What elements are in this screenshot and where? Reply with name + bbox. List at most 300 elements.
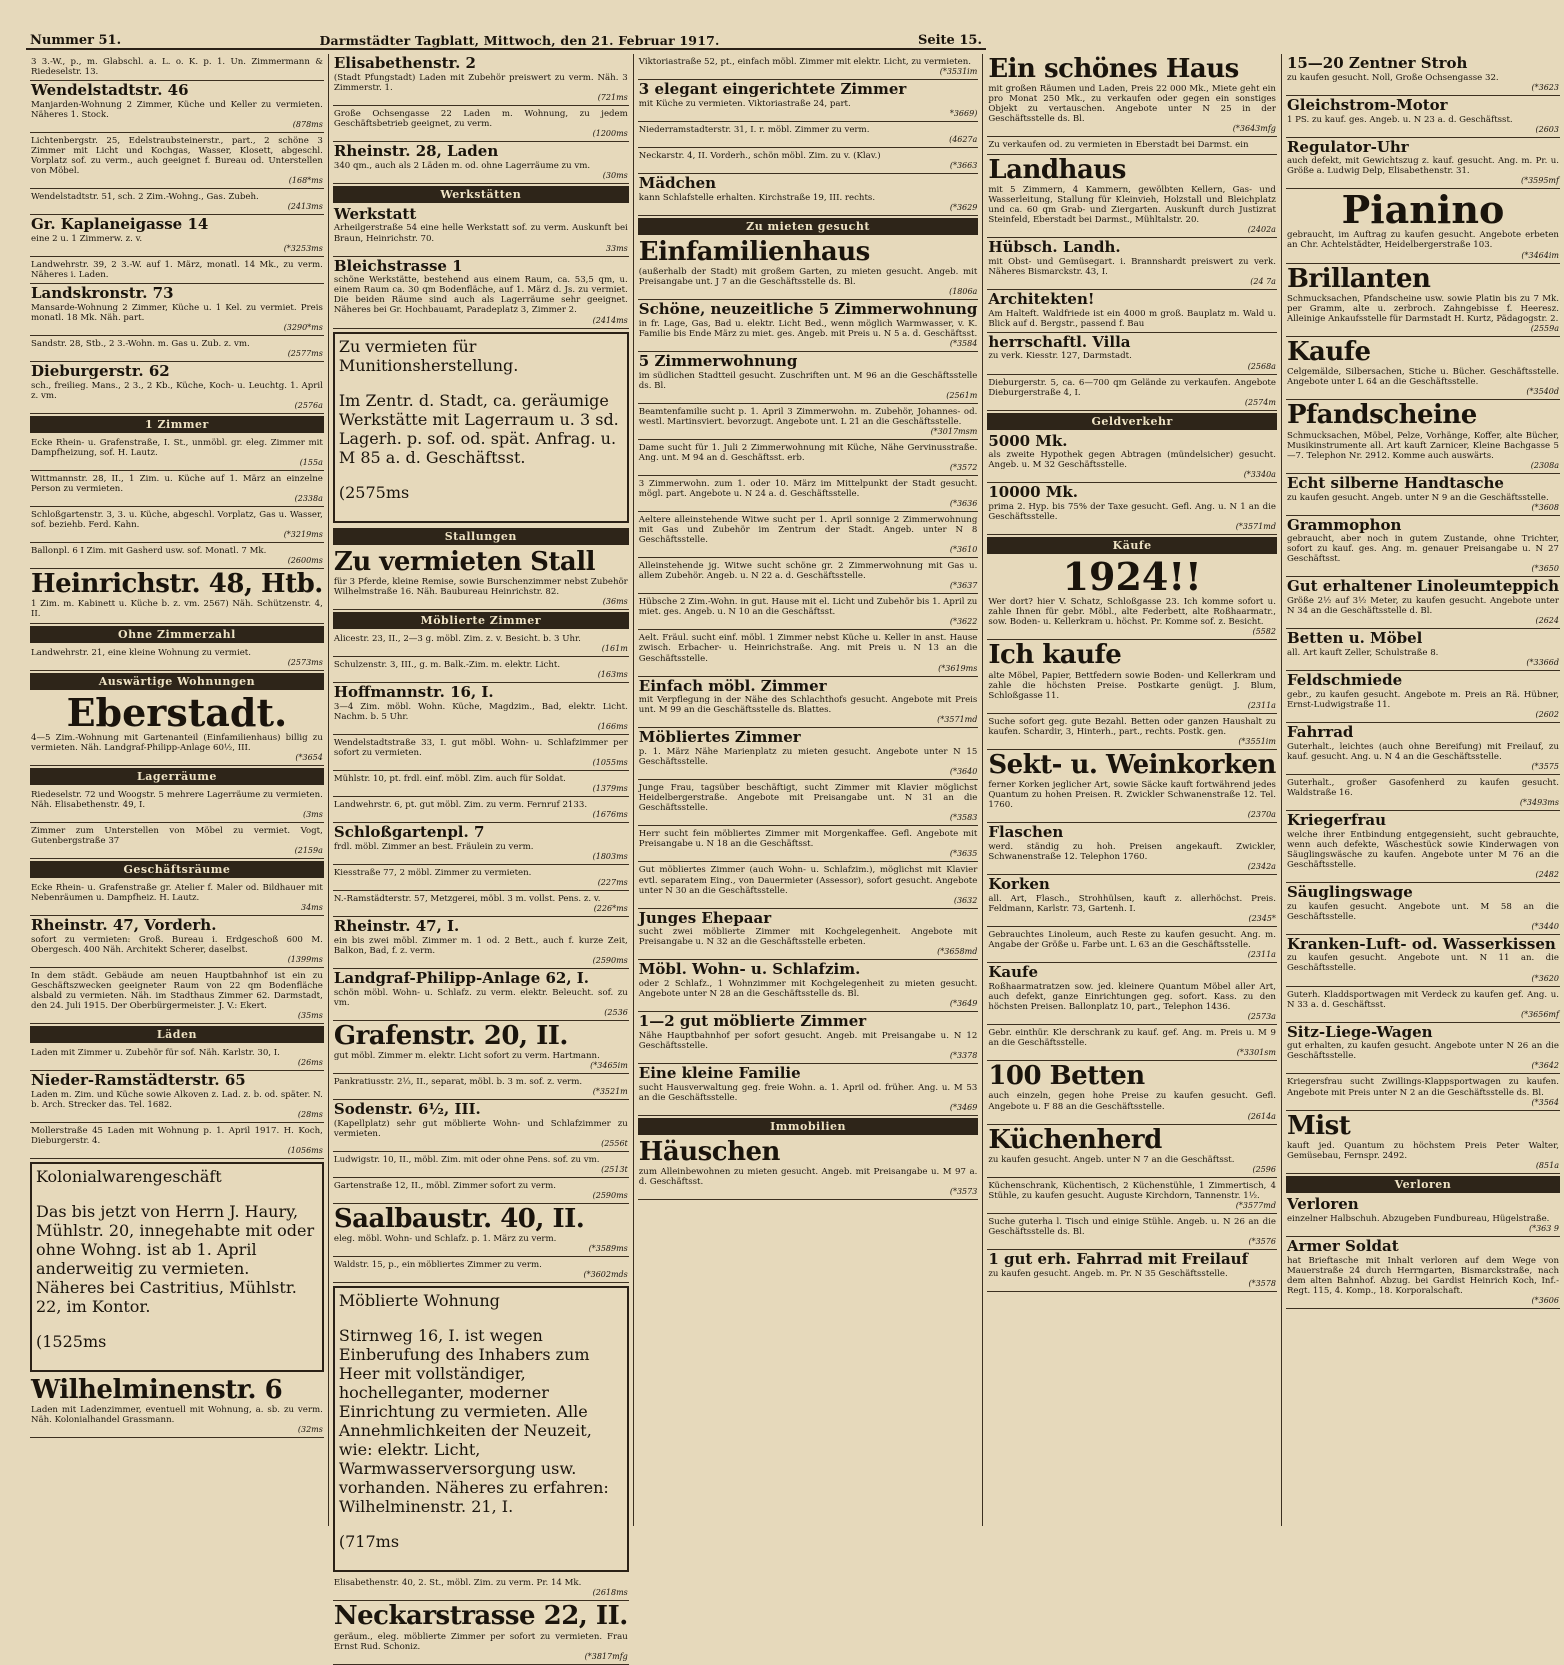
classified-ad <box>638 1012 979 1064</box>
classified-ad <box>333 969 629 1021</box>
ad-reference-code: (*3620 <box>1531 973 1559 983</box>
ad-headline: Hübsch. Landh. <box>988 238 1121 257</box>
ad-body: gebraucht, aber noch in gutem Zustande, ohne Trichter, sofort zu kauf. ges. Ang. m. genauer Preisangabe u. N 27 Geschäftsst. <box>1286 534 1559 565</box>
ad-reference-code: (2603 <box>1535 124 1559 134</box>
classified-ad <box>30 645 324 671</box>
classified-ad <box>30 787 324 823</box>
ad-headline: Heinrichstr. 48, Htb. <box>31 569 323 600</box>
classified-ad <box>638 148 979 174</box>
ad-headline: 15—20 Zentner Stroh <box>1286 54 1468 72</box>
ad-headline: Rheinstr. 28, Laden <box>333 141 499 160</box>
ad-body: in fr. Lage, Gas, Bad u. elektr. Licht Bed., wenn möglich Warmwasser, v. K. Familie bis Ende März zu miet. ges. Angeb. mit Preis u. N 5 a. d. Geschäftsst. <box>638 318 978 339</box>
ad-headline: Schloßgartenpl. 7 <box>333 823 485 842</box>
ad-headline: Saalbaustr. 40, II. <box>333 1203 585 1234</box>
ad-headline: Kriegerfrau <box>1286 810 1387 829</box>
ad-headline: Sitz-Liege-Wagen <box>1286 1022 1433 1041</box>
classified-ad <box>638 960 979 1012</box>
ad-headline: Landgraf-Philipp-Anlage 62, I. <box>333 968 590 987</box>
ad-headline: 100 Betten <box>988 1061 1145 1092</box>
ad-headline: Junges Ehepaar <box>638 908 772 927</box>
classified-ad <box>1286 883 1560 935</box>
classified-ad <box>1286 935 1560 987</box>
ad-body: mit 5 Zimmern, 4 Kammern, gewölbten Kellern, Gas- und Wasserleitung, Stallung für Kleinvieh, Holzstall und Bleichplatz und ca. 60 qm Grab- und Ziergarten. Auskunft durch Justizrat Steinfeld, Eberstadt bei Darmst., Mühltalstr. 20. <box>988 184 1276 225</box>
classified-ad <box>333 1021 629 1074</box>
ad-body: Schmucksachen, Pfandscheine usw. sowie Platin bis zu 7 Mk. per Gramm, alte u. zerbroch. Zahngebisse f. Heeresz. Alleinige Ankaufsstelle für Darmstadt H. Kurtz, Pädagogstr. 2. <box>1286 293 1559 324</box>
ad-reference-code: (2573a <box>1247 1012 1276 1022</box>
ad-reference-code: (32ms <box>297 1425 323 1435</box>
classified-ad <box>30 435 324 471</box>
classified-ad <box>987 1125 1277 1178</box>
ad-reference-code: (226*ms <box>593 903 628 913</box>
ad-reference-code: (*3595mf <box>1520 176 1559 186</box>
ad-reference-code: (2413ms <box>287 202 323 212</box>
ad-body: Schloßgartenstr. 3, 3. u. Küche, abgeschl. Vorplatz, Gas u. Wasser, sof. beziehb. Ferd. Kahn. <box>31 509 323 531</box>
ad-headline: Kaufe <box>988 963 1038 982</box>
classified-ad <box>638 174 979 216</box>
ad-body: Schulzenstr. 3, III., g. m. Balk.-Zim. m. elektr. Licht. <box>333 659 561 670</box>
classified-ad <box>333 205 629 257</box>
classified-ad <box>638 594 979 630</box>
ad-body: mit Obst- und Gemüsegart. i. Brannshardt preiswert zu verk. Näheres Bismarckstr. 43, I. <box>988 256 1276 277</box>
ad-body: Zu verkaufen od. zu vermieten in Eberstadt bei Darmst. ein <box>988 140 1249 151</box>
ad-reference-code: (3ms <box>302 809 323 819</box>
ad-reference-code: (161m <box>601 643 628 653</box>
ad-reference-code: (2574m <box>1244 397 1276 407</box>
ad-reference-code: (*3584 <box>949 338 978 348</box>
ad-headline: Mädchen <box>638 173 717 192</box>
ad-body: Suche guterha l. Tisch und einige Stühle. Angeb. u. N 26 an die Geschäftsstelle ds. Bl. <box>988 1216 1276 1238</box>
classified-ad <box>333 683 629 735</box>
ad-body: Gebrauchtes Linoleum, auch Reste zu kaufen gesucht. Ang. m. Angabe der Größe u. Farbe unt. L 63 an die Geschäftsstelle. <box>988 930 1276 951</box>
ad-body: zu kaufen gesucht. Angeb. unter N 7 an die Geschäftsst. <box>988 1154 1235 1165</box>
ad-body: zu kaufen gesucht. Angebote unt. M 58 an die Geschäftsstelle. <box>1286 901 1559 922</box>
ad-body: Kiesstraße 77, 2 möbl. Zimmer zu vermieten. <box>333 867 532 878</box>
ad-body: Hübsche 2 Zim.-Wohn. in gut. Hause mit el. Licht und Zubehör bis 1. April zu miet. ges. Angeb. u. N 10 an die Geschäftsst. <box>638 597 978 618</box>
classified-ad <box>333 142 629 184</box>
classified-ad <box>1286 189 1560 263</box>
ad-headline: Eberstadt. <box>66 689 288 735</box>
ad-reference-code: (*3576 <box>1248 1237 1276 1247</box>
ad-headline: 1 gut erh. Fahrrad mit Freilauf <box>988 1250 1249 1269</box>
ad-headline: Pfandscheine <box>1286 400 1477 431</box>
ad-body: werd. ständig zu hoh. Preisen angekauft. Zwickler, Schwanenstraße 12. Telephon 1760. <box>988 842 1276 863</box>
ad-reference-code: (4627a <box>949 134 978 144</box>
classified-ad <box>333 823 629 865</box>
ad-body: als zweite Hypothek gegen Abtragen (mündelsicher) gesucht. Angeb. u. M 32 Geschäftsstelle. <box>988 450 1276 471</box>
ad-body: sucht zwei möblierte Zimmer mit Kochgelegenheit. Angebote mit Preisangabe u. N 32 an die Geschäftsstelle erbeten. <box>638 927 978 948</box>
ad-headline: Landskronstr. 73 <box>31 284 174 303</box>
ad-headline: Gleichstrom-Motor <box>1286 95 1448 114</box>
section-header: Käufe <box>987 537 1277 554</box>
ad-reference-code: (*3589ms <box>588 1244 628 1254</box>
classified-ad <box>638 512 979 558</box>
ad-reference-code: (*3583 <box>949 813 978 823</box>
classified-ad <box>30 543 324 569</box>
ad-reference-code: (2577ms <box>287 348 323 358</box>
ad-body: Sandstr. 28, Stb., 2 3.-Wohn. m. Gas u. Zub. z. vm. <box>31 338 250 349</box>
ad-headline: Ich kaufe <box>988 640 1122 671</box>
ad-reference-code: (2624 <box>1535 616 1559 626</box>
ad-body: Wittmannstr. 28, II., 1 Zim. u. Küche auf 1. März an einzelne Person zu vermieten. <box>31 473 323 494</box>
classified-ad <box>333 891 629 917</box>
classified-ad <box>1286 474 1560 516</box>
ad-headline: Kranken-Luft- od. Wasserkissen <box>1286 934 1556 953</box>
ad-body: Waldstr. 15, p., ein möbliertes Zimmer zu verm. <box>333 1260 542 1271</box>
ad-headline: Säuglingswage <box>1286 882 1413 901</box>
classified-ad <box>333 1074 629 1100</box>
classified-ad <box>333 797 629 823</box>
ad-reference-code: (1055ms <box>592 757 628 767</box>
classified-ad <box>1286 1237 1560 1309</box>
ad-headline: Rheinstr. 47, I. <box>333 916 460 935</box>
masthead <box>26 10 986 50</box>
ad-body: im südlichen Stadtteil gesucht. Zuschriften unt. M 96 an die Geschäftsstelle ds. Bl. <box>638 370 978 391</box>
ad-reference-code: (*3571md <box>937 715 978 725</box>
classified-ad <box>638 630 979 676</box>
classified-ad <box>30 823 324 859</box>
classified-ad <box>638 352 979 404</box>
ad-reference-code: (*3658md <box>937 947 978 957</box>
ad-body: Suche sofort geg. gute Bezahl. Betten oder ganzen Haushalt zu kaufen. Schardir, 3, Hinterh., part., rechts. Postk. gen. <box>988 716 1276 737</box>
ad-body: p. 1. März Nähe Marienplatz zu mieten gesucht. Angebote unter N 15 Geschäftsstelle. <box>638 747 978 768</box>
classified-ad <box>638 122 979 148</box>
classified-ad <box>30 689 324 766</box>
classified-ad <box>987 1250 1277 1292</box>
ad-headline: Feldschmiede <box>1286 671 1403 690</box>
ad-reference-code: (*3650 <box>1531 564 1559 574</box>
classified-ad <box>333 771 629 797</box>
ad-reference-code: (*3465im <box>590 1060 628 1070</box>
classified-ad <box>987 963 1277 1025</box>
ad-body: 340 qm., auch als 2 Läden m. od. ohne Lagerräume zu vm. <box>333 160 591 171</box>
ad-body: für 3 Pferde, kleine Remise, sowie Burschenzimmer nebst Zubehör Wilhelmstraße 16. Näh. Baubureau Heinrichstr. 82. <box>333 576 628 597</box>
ad-headline: Elisabethenstr. 2 <box>333 54 476 72</box>
classified-ad <box>30 1123 324 1159</box>
classified-ad <box>30 362 324 414</box>
ad-body: geräum., eleg. möblierte Zimmer per sofort zu vermieten. Frau Ernst Rud. Schoniz. <box>333 1631 628 1652</box>
ad-headline: 5000 Mk. <box>988 431 1068 450</box>
ad-reference-code: (*3301sm <box>1236 1048 1276 1058</box>
classified-ad <box>1286 671 1560 723</box>
ad-body: Zimmer zum Unterstellen von Möbel zu vermiet. Vogt, Gutenbergstraße 37 <box>31 825 323 846</box>
ad-body: Am Halteft. Waldfriede ist ein 4000 m groß. Bauplatz m. Wald u. Blick auf d. Bergstr., passend f. Bau <box>988 308 1276 329</box>
classified-ad <box>333 1152 629 1178</box>
ad-body: zu kaufen gesucht. Noll, Große Ochsengasse 32. <box>1286 72 1499 83</box>
ad-headline: Küchenherd <box>988 1124 1162 1155</box>
ad-body: frdl. möbl. Zimmer an best. Fräulein zu verm. <box>333 841 534 852</box>
classified-ad <box>1286 1111 1560 1174</box>
ad-headline: Gut erhaltener Linoleumteppich <box>1286 577 1559 596</box>
classified-ad <box>638 1137 979 1200</box>
classified-ad <box>987 238 1277 290</box>
ad-headline: Mist <box>1286 1110 1351 1141</box>
ad-reference-code: (166ms <box>597 721 628 731</box>
classified-ad <box>638 728 979 780</box>
ad-headline: Schöne, neuzeitliche 5 Zimmerwohnung <box>638 300 978 319</box>
classified-ad <box>30 257 324 284</box>
ad-reference-code: (2414ms <box>592 315 628 325</box>
ad-reference-code: (2600ms <box>287 556 323 566</box>
classified-ad <box>333 257 629 329</box>
ad-reference-code: (*3575 <box>1531 761 1559 771</box>
ad-body: Arheilgerstraße 54 eine helle Werkstatt sof. zu verm. Auskunft bei Braun, Heinrichstr. 70. <box>333 223 628 244</box>
classified-ad <box>333 106 629 142</box>
ad-reference-code: (1806a <box>949 287 978 297</box>
ad-body: Wer dort? hier V. Schatz, Schloßgasse 23. Ich komme sofort u. zahle Ihnen für gebr. Möbl., alte Federbett, alte Roßhaarmatr., sow. Boden- u. Kellerkram u. höchst. Pr. Komme sof. z. Besicht. <box>988 597 1276 628</box>
classified-ad <box>30 880 324 916</box>
ad-body: Aelt. Fräul. sucht einf. möbl. 1 Zimmer nebst Küche u. Keller in anst. Hause zwisch. Erbacher- u. Heinrichstraße. Ang. mit Preis u. N 13 an die Geschäftsstelle. <box>638 633 978 664</box>
ad-body: schöne Werkstätte, bestehend aus einem Raum, ca. 53,5 qm, u. einem Raum ca. 30 qm Bodenfläche, auf 1. März d. Js. zu vermiet. Die beiden Räume sind auch als Lagerräume sehr geeignet. Näheres bei Gr. Hochbauamt, Paradeplatz 3, Zimmer 2. <box>333 275 628 316</box>
ad-reference-code: (*3635 <box>949 849 978 859</box>
ad-reference-code: (2536 <box>604 1007 628 1017</box>
ad-body: mit großen Räumen und Laden, Preis 22 000 Mk., Miete geht ein pro Monat 250 Mk., zu verkaufen oder gegen ein sonstiges Objekt zu vertauschen. Angebote unter N 25 in der Geschäftsstelle ds. Bl. <box>988 84 1276 125</box>
ad-body: all. Art, Flasch., Strohhülsen, kauft z. allerhöchst. Preis. Feldmann, Karlstr. 73, Gartenh. I. <box>988 893 1276 915</box>
ad-body: Guterhalt., leichtes (auch ohne Bereifung) mit Freilauf, zu kauf. gesucht. Ang. u. N 4 an die Geschäftsstelle. <box>1286 741 1559 762</box>
classified-ad <box>30 336 324 362</box>
ad-headline: Häuschen <box>638 1137 780 1167</box>
ad-body: Pankratiusstr. 2⅓, II., separat, möbl. b. 3 m. sof. z. verm. <box>333 1076 583 1087</box>
ad-body: 3 Zimmerwohn. zum 1. oder 10. März im Mittelpunkt der Stadt gesucht. mögl. part. Angebote u. N 24 a. d. Geschäftsstelle. <box>638 479 978 500</box>
ad-body: 1 PS. zu kauf. ges. Angeb. u. N 23 a. d. Geschäftsst. <box>1286 114 1513 125</box>
ad-body: Gartenstraße 12, II., möbl. Zimmer sofort zu verm. <box>333 1180 557 1191</box>
ad-reference-code: *3669) <box>949 108 978 118</box>
ad-headline: Gr. Kaplaneigasse 14 <box>31 215 209 234</box>
ad-headline: Nieder-Ramstädterstr. 65 <box>31 1071 246 1090</box>
classified-ad <box>1286 775 1560 811</box>
ad-body: Landwehrstr. 21, eine kleine Wohnung zu vermiet. <box>31 647 251 658</box>
ad-reference-code: (2596 <box>1252 1164 1276 1174</box>
ad-body: 4—5 Zim.-Wohnung mit Gartenanteil (Einfamilienhaus) billig zu vermieten. Näh. Landgraf-Philipp-Anlage 60½, III. <box>31 732 323 753</box>
ad-reference-code: (1676ms <box>592 810 628 820</box>
ad-headline: Pianino <box>1341 187 1505 233</box>
classified-ad <box>1286 96 1560 138</box>
ad-headline: Betten u. Möbel <box>1286 629 1423 648</box>
ad-body: 3 3.-W., p., m. Glabschl. a. L. o. K. p. 1. Un. Zimmermann & Riedeselstr. 13. <box>31 57 323 78</box>
ad-headline: Eine kleine Familie <box>638 1064 801 1083</box>
ad-body: Laden mit Ladenzimmer, eventuell mit Wohnung, a. sb. zu verm. Näh. Kolonialhandel Grassmann. <box>31 1405 323 1426</box>
ad-reference-code: (*3602mds <box>583 1270 628 1280</box>
ad-reference-code: (227ms <box>597 877 628 887</box>
ad-body: Mansarde-Wohnung 2 Zimmer, Küche u. 1 Kel. zu vermiet. Preis monatl. 18 Mk. Näh. part. <box>31 302 323 323</box>
classified-ad <box>987 1214 1277 1250</box>
ad-reference-code: (2402a <box>1247 225 1276 235</box>
ad-reference-code: (5582 <box>1252 627 1276 637</box>
ad-body: schön möbl. Wohn- u. Schlafz. zu verm. elektr. Beleucht. sof. zu vm. <box>333 987 628 1008</box>
column-2 <box>329 54 634 1661</box>
ad-reference-code: (35ms <box>297 1010 323 1020</box>
ad-reference-code: (*363 9 <box>1528 1223 1559 1233</box>
ad-reference-code: (2159a <box>294 845 323 855</box>
ad-headline: Bleichstrasse 1 <box>333 256 463 275</box>
ad-body: Alicestr. 23, II., 2—3 g. möbl. Zim. z. v. Besicht. b. 3 Uhr. <box>333 633 581 644</box>
ad-reference-code: (*3649 <box>949 999 978 1009</box>
ad-reference-code: (*3642 <box>1531 1061 1559 1071</box>
ad-headline: Korken <box>988 875 1050 894</box>
classified-ad <box>30 133 324 189</box>
ad-body: Gebr. einthür. Kle derschrank zu kauf. gef. Ang. m. Preis u. M 9 an die Geschäftsstelle. <box>988 1028 1276 1049</box>
classified-ad <box>987 927 1277 963</box>
classified-ad <box>638 1064 979 1116</box>
ad-headline: Brillanten <box>1286 263 1431 294</box>
classified-ad <box>1286 138 1560 190</box>
ad-reference-code: (2559a <box>1530 323 1559 333</box>
ad-body: sucht Hausverwaltung geg. freie Wohn. a. 1. April od. früher. Ang. u. M 53 an die Geschäftsstelle. <box>638 1082 978 1103</box>
ad-reference-code: (*3636 <box>949 499 978 509</box>
ad-headline: Zu vermieten Stall <box>333 546 595 577</box>
ad-body: Stirnweg 16, I. ist wegen Einberufung des Inhabers zum Heer mit vollständiger, hochelleganter, moderner Einrichtung zu vermieten. Alle Annehmlichkeiten der Neuzeit, wie: elektr. Licht, Warmwasserversorgung usw. vorhanden. Näheres zu erfahren: Wilhelminenstr. 21, I. <box>338 1326 609 1517</box>
ad-reference-code: 34ms <box>300 902 323 912</box>
page-number: Nummer 51. <box>30 33 122 48</box>
ad-body: prima 2. Hyp. bis 75% der Taxe gesucht. Gefl. Ang. u. N 1 an die Geschäftsstelle. <box>988 502 1276 523</box>
ad-reference-code: (168*ms <box>288 176 323 186</box>
ad-headline: Sekt- u. Weinkorken <box>988 749 1276 780</box>
classified-ad <box>30 1045 324 1071</box>
ad-headline: Hoffmannstr. 16, I. <box>333 683 494 701</box>
ad-reference-code: (24 7a <box>1250 276 1276 286</box>
ad-headline: Fahrrad <box>1286 722 1354 741</box>
ad-reference-code: (2311a <box>1247 700 1276 710</box>
ad-body: auch defekt, mit Gewichtszug z. kauf. gesucht. Ang. m. Pr. u. Größe a. Ludwig Delp, Elisabethenstr. 31. <box>1286 156 1559 177</box>
ad-body: zu verk. Kiesstr. 127, Darmstadt. <box>988 351 1132 362</box>
ad-headline: Grammophon <box>1286 515 1402 534</box>
classified-ad <box>987 155 1277 238</box>
ad-headline: 1—2 gut möblierte Zimmer <box>638 1012 867 1031</box>
classified-ad <box>987 483 1277 535</box>
ad-reference-code: (851a <box>1535 1160 1559 1170</box>
classified-ad <box>333 865 629 891</box>
classified-ad <box>1286 1074 1560 1110</box>
ad-headline: Verloren <box>1286 1194 1359 1213</box>
ad-body: Laden m. Zim. und Küche sowie Alkoven z. Lad. z. b. od. später. N. b. Arch. Strecker das. Tel. 1682. <box>31 1089 323 1110</box>
classified-ad <box>30 189 324 215</box>
ad-reference-code: (*3610 <box>949 545 978 555</box>
ad-body: Dieburgerstr. 5, ca. 6—700 qm Gelände zu verkaufen. Angebote Dieburgerstraße 4, I. <box>988 377 1276 398</box>
ad-reference-code: (*3564 <box>1531 1097 1559 1107</box>
ad-reference-code: (*3540d <box>1526 387 1559 397</box>
classified-ad <box>987 823 1277 875</box>
classified-ad <box>333 1257 629 1283</box>
boxed-ad <box>333 1286 629 1572</box>
ad-reference-code: (2618ms <box>592 1588 628 1598</box>
ad-body: sofort zu vermieten: Groß. Bureau i. Erdgeschoß 600 M. Obergesch. 400 Näh. Architekt Scherer, daselbst. <box>31 934 323 955</box>
ad-body: Größe 2½ auf 3½ Meter, zu kaufen gesucht. Angebote unter N 34 an die Geschäftsstelle d. Bl. <box>1286 596 1559 617</box>
ad-body: Herr sucht fein möbliertes Zimmer mit Morgenkaffee. Gefl. Angebote mit Preisangabe u. N 18 an die Geschäftsst. <box>638 829 978 850</box>
ad-body: 1 Zim. m. Kabinett u. Küche b. z. vm. 2567) Näh. Schützenstr. 4, II. <box>31 599 323 620</box>
columns <box>26 54 1559 1661</box>
classified-ad <box>333 547 629 610</box>
ad-reference-code: (*3531im <box>939 67 978 77</box>
classified-ad <box>987 333 1277 375</box>
section-header: Geldverkehr <box>987 413 1277 430</box>
ad-body: Ballonpl. 6 I Zim. mit Gasherd usw. sof. Monatl. 7 Mk. <box>31 546 267 557</box>
section-header: Immobilien <box>638 1118 979 1135</box>
ad-reference-code: (2338a <box>294 493 323 503</box>
ad-reference-code: (2370a <box>1247 810 1276 820</box>
ad-body: N.-Ramstädterstr. 57, Metzgerei, möbl. 3 m. vollst. Pens. z. v. <box>333 893 601 904</box>
ad-body: gut erhalten, zu kaufen gesucht. Angebote unter N 26 an die Geschäftsstelle. <box>1286 1041 1559 1062</box>
ad-reference-code: (1056ms <box>287 1145 323 1155</box>
ad-headline: 10000 Mk. <box>988 483 1078 502</box>
ad-body: welche ihrer Entbindung entgegensieht, sucht gebrauchte, wenn auch defekte, Wäschestück sowie Kinderwagen von Säuglingswäsche zu kaufen. Angebote unter M 76 an die Geschäftsstelle. <box>1286 829 1559 870</box>
ad-body: zu kaufen gesucht. Angeb. m. Pr. N 35 Geschäftsstelle. <box>988 1268 1228 1279</box>
classified-ad <box>987 137 1277 154</box>
ad-body: Küchenschrank, Küchentisch, 2 Küchenstühle, 1 Zimmertisch, 4 Stühle, zu kaufen gesucht. Auguste Kirchdorn, Tannenstr. 1½. <box>988 1180 1276 1201</box>
ad-body: In dem städt. Gebäude am neuen Hauptbahnhof ist ein zu Geschäftszwecken geeigneter Raum von 22 qm Bodenfläche alsbald zu vermieten. Näh. im Stadthaus Zimmer 62. Darmstadt, den 24. Juli 1915. Der Oberbürgermeister. J. V.: Ekert. <box>31 970 323 1011</box>
classified-ad <box>333 1100 629 1152</box>
ad-reference-code: (*3340a <box>1243 470 1276 480</box>
ad-headline: Armer Soldat <box>1286 1236 1399 1255</box>
column-4 <box>983 54 1282 1526</box>
ad-reference-code: (*3551im <box>1238 736 1276 746</box>
classified-ad <box>30 916 324 968</box>
classified-ad <box>1286 1195 1560 1237</box>
ad-headline: 1924!! <box>1062 554 1202 600</box>
classified-ad <box>638 440 979 476</box>
ad-reference-code: 33ms <box>605 243 628 253</box>
ad-body: Wendelstadtstraße 33, I. gut möbl. Wohn- u. Schlafzimmer per sofort zu vermieten. <box>333 737 628 758</box>
ad-headline: Möbliertes Zimmer <box>638 728 801 747</box>
ad-reference-code: (*3637 <box>949 581 978 591</box>
ad-body: Ecke Rhein- u. Grafenstraße gr. Atelier f. Maler od. Bildhauer mit Nebenräumen u. Dampfheiz. H. Lautz. <box>31 882 323 903</box>
section-header: Geschäftsräume <box>30 861 324 878</box>
ad-body: Elisabethenstr. 40, 2. St., möbl. Zim. zu verm. Pr. 14 Mk. <box>333 1578 582 1589</box>
ad-headline: 3 elegant eingerichtete Zimmer <box>638 80 907 99</box>
ad-body: Niederramstadterstr. 31, I. r. möbl. Zimmer zu verm. <box>638 124 870 135</box>
ad-reference-code: (1803ms <box>592 851 628 861</box>
boxed-ad <box>30 1162 324 1372</box>
ad-reference-code: (2590ms <box>592 955 628 965</box>
ad-headline: 5 Zimmerwohnung <box>638 351 798 370</box>
ad-reference-code: (3290*ms <box>283 322 323 332</box>
classified-ad <box>987 290 1277 333</box>
ad-reference-code: (717ms <box>338 1532 400 1552</box>
classified-ad <box>30 215 324 257</box>
ad-reference-code: (*3017msm <box>930 426 978 436</box>
ad-reference-code: (3632 <box>953 895 978 905</box>
ad-headline: Ein schönes Haus <box>988 54 1239 84</box>
classified-ad <box>333 917 629 969</box>
ad-body: Landwehrstr. 39, 2 3.-W. auf 1. März, monatl. 14 Mk., zu verm. Näheres i. Laden. <box>31 259 323 281</box>
section-header: Stallungen <box>333 528 629 545</box>
section-header: Lagerräume <box>30 768 324 785</box>
classified-ad <box>333 657 629 683</box>
classified-ad <box>638 300 979 352</box>
classified-ad <box>1286 987 1560 1023</box>
classified-ad <box>638 404 979 440</box>
ad-body: Nähe Hauptbahnhof per sofort gesucht. Angeb. mit Preisangabe u. N 12 Geschäftsstelle. <box>638 1031 978 1052</box>
classified-ad <box>638 780 979 826</box>
classified-ad <box>1286 516 1560 578</box>
classified-ad <box>333 1575 629 1601</box>
ad-body: Ludwigstr. 10, II., möbl. Zim. mit oder ohne Pens. sof. zu vm. <box>333 1154 600 1165</box>
ad-reference-code: (1525ms <box>36 1331 107 1351</box>
ad-headline: Werkstatt <box>333 204 417 223</box>
section-header: Werkstätten <box>333 186 629 203</box>
ad-reference-code: (2590ms <box>592 1190 628 1200</box>
classified-ad <box>987 1025 1277 1061</box>
classified-ad <box>1286 811 1560 883</box>
ad-headline: Dieburgerstr. 62 <box>31 361 170 380</box>
ad-reference-code: (*3253ms <box>283 243 323 253</box>
section-header: Auswärtige Wohnungen <box>30 673 324 690</box>
ad-reference-code: (878ms <box>292 119 323 129</box>
ad-headline: Architekten! <box>988 289 1095 308</box>
classified-ad <box>987 556 1277 640</box>
classified-ad <box>30 1375 324 1438</box>
ad-reference-code: (*3219ms <box>283 530 323 540</box>
ad-reference-code: (*3663 <box>949 160 978 170</box>
ad-body: Große Ochsengasse 22 Laden m. Wohnung, zu jedem Geschäftsbetrieb geeignet, zu verm. <box>333 108 628 129</box>
